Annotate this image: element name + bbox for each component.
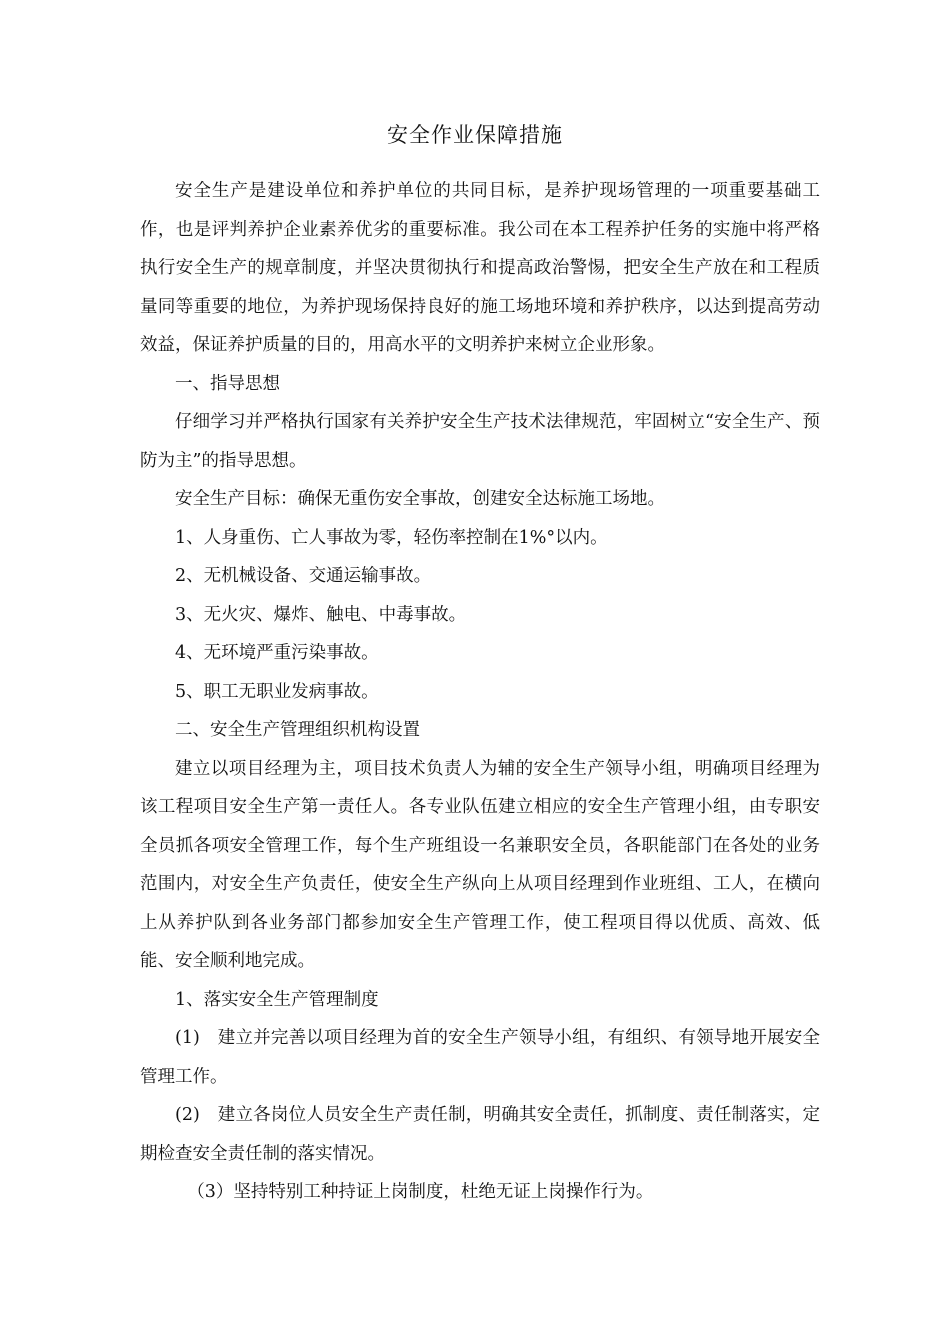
goal-item-1: 1、人身重伤、亡人事故为零，轻伤率控制在1%°以内。 [175, 527, 608, 548]
goal-item-4: 4、无环境严重污染事故。 [175, 643, 379, 663]
paragraph-safety-goal: 安全生产目标：确保无重伤安全事故，创建安全达标施工场地。 [175, 489, 665, 509]
heading-guiding-thought: 一、指导思想 [175, 373, 280, 394]
paragraph-guiding-thought: 仔细学习并严格执行国家有关养护安全生产技术法律规范，牢固树立“安全生产、预防为主”的指导思想。 [140, 412, 820, 471]
document-title: 安全作业保障措施 [387, 123, 563, 147]
heading-management-system: 1、落实安全生产管理制度 [175, 989, 379, 1010]
measure-item-3: （3）坚持特别工种持证上岗制度，杜绝无证上岗操作行为。 [187, 1182, 654, 1202]
measure-item-2: (2) 建立各岗位人员安全生产责任制，明确其安全责任，抓制度、责任制落实，定期检查安全责任制的落实情况。 [140, 1105, 820, 1164]
goal-item-2: 2、无机械设备、交通运输事故。 [175, 566, 432, 586]
goal-item-5: 5、职工无职业发病事故。 [175, 681, 379, 702]
heading-organization: 二、安全生产管理组织机构设置 [175, 720, 420, 740]
document-body [140, 172, 820, 1212]
paragraph-organization: 建立以项目经理为主，项目技术负责人为辅的安全生产领导小组，明确项目经理为该工程项目安全生产第一责任人。各专业队伍建立相应的安全生产管理小组，由专职安全员抓各项安全管理工作，每个生产班组设一名兼职安全员，各职能部门在各处的业务范围内，对安全生产负责任，使安全生产纵向上从项目经理到作业班组、工人，在横向上从养护队到各业务部门都参加安全生产管理工作，使工程项目得以优质、高效、低能、安全顺利地完成。 [140, 758, 820, 971]
paragraph-intro: 安全生产是建设单位和养护单位的共同目标，是养护现场管理的一项重要基础工作，也是评判养护企业素养优劣的重要标准。我公司在本工程养护任务的实施中将严格执行安全生产的规章制度，并坚决贯彻执行和提高政治警惕，把安全生产放在和工程质量同等重要的地位，为养护现场保持良好的施工场地环境和养护秩序，以达到提高劳动效益，保证养护质量的目的，用高水平的文明养护来树立企业形象。 [140, 181, 820, 355]
goal-item-3: 3、无火灾、爆炸、触电、中毒事故。 [175, 604, 467, 625]
measure-item-1: (1) 建立并完善以项目经理为首的安全生产领导小组，有组织、有领导地开展安全管理工作。 [140, 1028, 820, 1087]
